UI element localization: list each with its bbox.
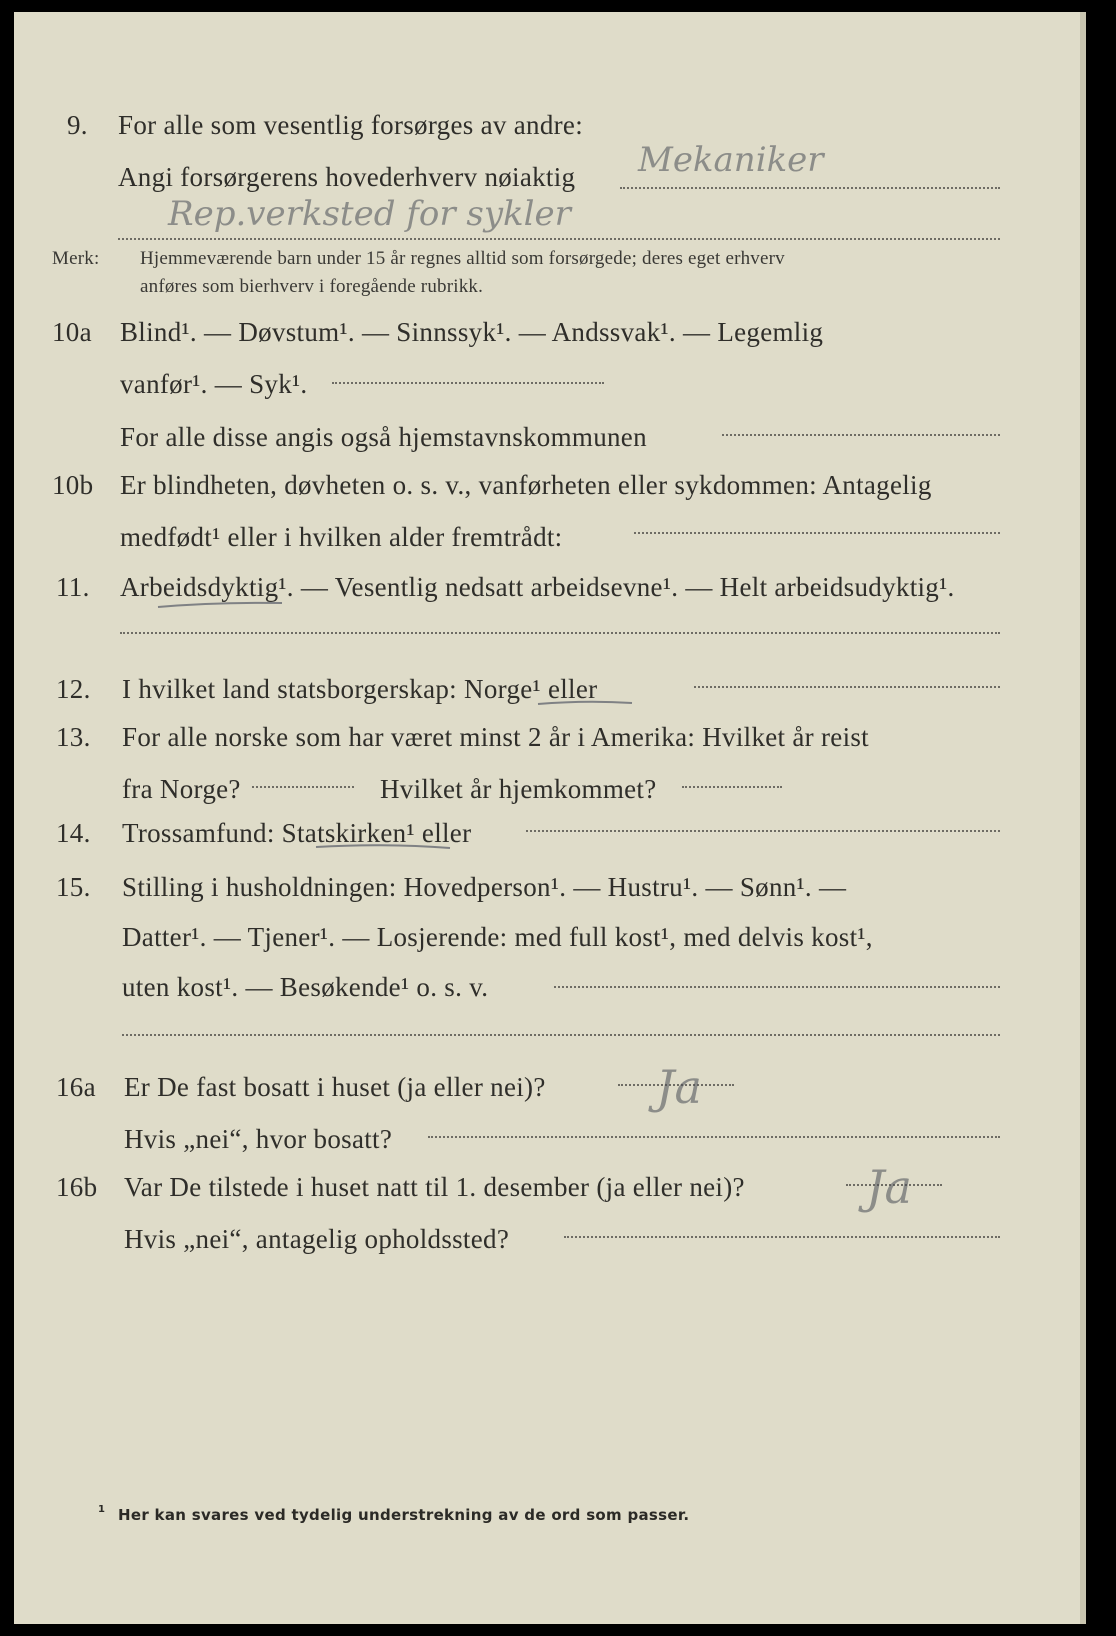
q13-line1: For alle norske som har været minst 2 år i Amerika: Hvilket år reist bbox=[122, 722, 869, 752]
census-form-page bbox=[14, 12, 1086, 1624]
q9-answer-line1 bbox=[620, 187, 1000, 189]
q15-line3: uten kost¹. — Besøkende¹ o. s. v. bbox=[122, 972, 489, 1002]
q16b-handwritten-answer: Ja bbox=[866, 1160, 912, 1214]
q10a-answer-line2 bbox=[722, 434, 1000, 436]
q10b-answer-line bbox=[634, 532, 1000, 534]
q12-underline-mark bbox=[536, 698, 636, 710]
q15-answer-line1 bbox=[554, 986, 1000, 988]
q9-line2: Angi forsørgerens hovederhverv nøiaktig bbox=[118, 162, 576, 192]
footnote-mark: 1 bbox=[98, 1504, 106, 1515]
q14-number: 14. bbox=[56, 818, 91, 848]
q14-underline-mark bbox=[314, 842, 454, 854]
q13-answer-line-year-returned bbox=[682, 786, 782, 788]
q15-number: 15. bbox=[56, 872, 91, 902]
q16a-answer-line2 bbox=[428, 1136, 1000, 1138]
q12-line1: I hvilket land statsborgerskap: Norge¹ eller bbox=[122, 674, 598, 704]
q16a-handwritten-answer: Ja bbox=[656, 1060, 702, 1114]
q14-answer-line bbox=[526, 830, 1000, 832]
q11-number: 11. bbox=[56, 572, 90, 602]
q12-number: 12. bbox=[56, 674, 91, 704]
q10a-line1: Blind¹. — Døvstum¹. — Sinnssyk¹. — Andssvak¹. — Legemlig bbox=[120, 317, 824, 347]
q9-line1: For alle som vesentlig forsørges av andre: bbox=[118, 110, 583, 140]
q16b-line2: Hvis „nei“, antagelig opholdssted? bbox=[124, 1224, 510, 1254]
q9-answer-line2 bbox=[118, 238, 1000, 240]
q10b-line2: medfødt¹ eller i hvilken alder fremtrådt: bbox=[120, 522, 563, 552]
q16a-number: 16a bbox=[56, 1072, 96, 1102]
q12-answer-line bbox=[694, 686, 1000, 688]
q10a-answer-line1 bbox=[332, 382, 604, 384]
footnote-text: Her kan svares ved tydelig understrekning av de ord som passer. bbox=[118, 1506, 690, 1524]
q13-answer-line-year-left bbox=[252, 786, 354, 788]
q14-line1: Trossamfund: Statskirken¹ eller bbox=[122, 818, 472, 848]
q16b-answer-line2 bbox=[564, 1236, 1000, 1238]
q11-answer-line bbox=[120, 632, 1000, 634]
q9-handwritten-occupation: Mekaniker bbox=[638, 140, 824, 180]
merk-label: Merk: bbox=[52, 248, 100, 269]
q10b-number: 10b bbox=[52, 470, 94, 500]
q16a-line2: Hvis „nei“, hvor bosatt? bbox=[124, 1124, 393, 1154]
q15-line1: Stilling i husholdningen: Hovedperson¹. — Hustru¹. — Sønn¹. — bbox=[122, 872, 847, 902]
q10a-number: 10a bbox=[52, 317, 92, 347]
q9-handwritten-workplace: Rep.verksted for sykler bbox=[168, 194, 571, 234]
merk-line2: anføres som bierhverv i foregående rubrikk. bbox=[140, 276, 484, 297]
q15-answer-line2 bbox=[122, 1034, 1000, 1036]
q15-line2: Datter¹. — Tjener¹. — Losjerende: med full kost¹, med delvis kost¹, bbox=[122, 922, 873, 952]
q10a-line2: vanfør¹. — Syk¹. bbox=[120, 369, 308, 399]
q13-line2a: fra Norge? bbox=[122, 774, 241, 804]
q13-number: 13. bbox=[56, 722, 91, 752]
q13-line2b: Hvilket år hjemkommet? bbox=[380, 774, 657, 804]
q9-number: 9. bbox=[67, 110, 88, 140]
q16b-number: 16b bbox=[56, 1172, 98, 1202]
q16a-line1: Er De fast bosatt i huset (ja eller nei)? bbox=[124, 1072, 546, 1102]
q11-underline-mark bbox=[156, 598, 286, 612]
q10a-line3: For alle disse angis også hjemstavnskommunen bbox=[120, 422, 647, 452]
q10b-line1: Er blindheten, døvheten o. s. v., vanførheten eller sykdommen: Antagelig bbox=[120, 470, 932, 500]
q16b-line1: Var De tilstede i huset natt til 1. desember (ja eller nei)? bbox=[124, 1172, 745, 1202]
q11-line1: Arbeidsdyktig¹. — Vesentlig nedsatt arbeidsevne¹. — Helt arbeidsudyktig¹. bbox=[120, 572, 955, 602]
merk-line1: Hjemmeværende barn under 15 år regnes alltid som forsørgede; deres eget erhverv bbox=[140, 248, 785, 269]
